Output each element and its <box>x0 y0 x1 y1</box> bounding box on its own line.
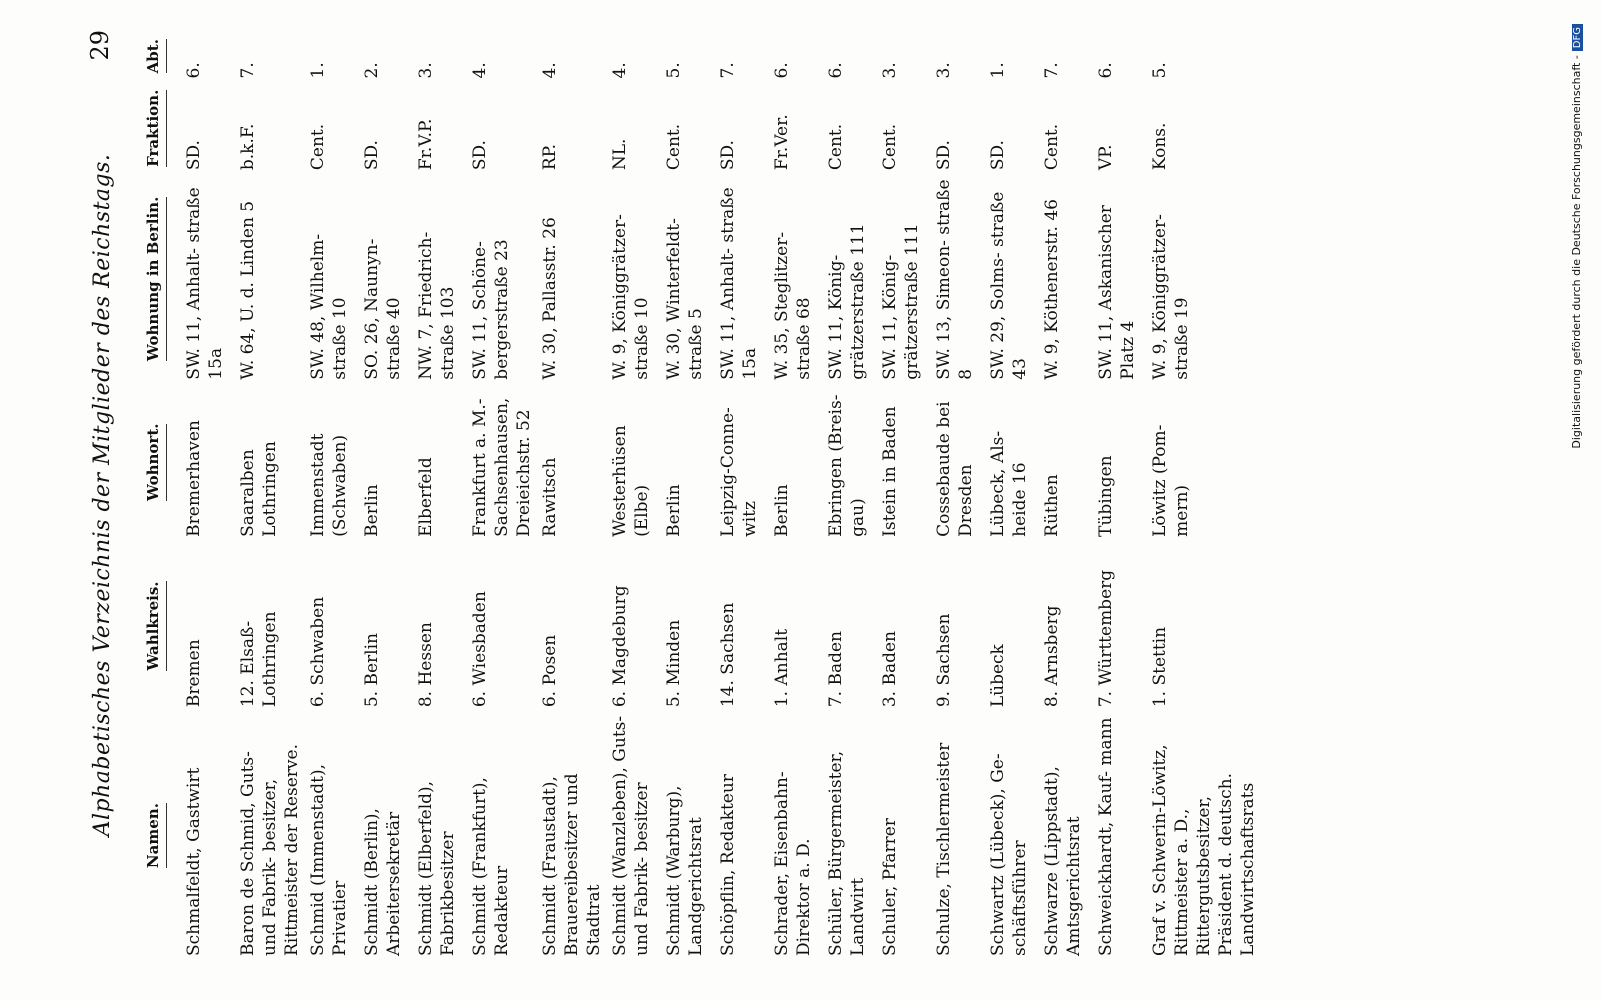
cell-abt: 6. <box>1096 62 1116 79</box>
page-number: 29 <box>86 30 114 61</box>
cell-wohnung: SW. 11, Askanischer Platz 4 <box>1096 205 1138 380</box>
cell-wohnort: Elberfeld <box>416 457 436 537</box>
cell-abt: 6. <box>184 62 204 79</box>
cell-wohnort: Lübeck, Als- heide 16 <box>988 430 1030 537</box>
cell-wahlkreis: Bremen <box>184 639 204 708</box>
cell-wohnung: W. 64, U. d. Linden 5 <box>238 200 258 380</box>
cell-wohnung: W. 9, Königgrätzer- straße 10 <box>610 214 652 380</box>
cell-wohnort: Frankfurt a. M.- Sachsenhausen, Dreieichstr. 52 <box>470 397 534 537</box>
cell-wohnort: Löwitz (Pom- mern) <box>1150 424 1192 537</box>
cell-wahlkreis: 9. Sachsen <box>934 613 954 708</box>
cell-name: Schüler, Bürgermeister, Landwirt <box>826 750 868 956</box>
table-header-row <box>138 30 181 960</box>
cell-wahlkreis: 3. Baden <box>880 630 900 708</box>
cell-name: Schuler, Pfarrer <box>880 818 900 956</box>
cell-wahlkreis: 6. Wiesbaden <box>470 591 490 708</box>
cell-abt: 7. <box>1042 62 1062 79</box>
cell-abt: 1. <box>308 62 328 79</box>
cell-name: Graf v. Schwerin-Löwitz, Rittmeister a. D., Rittergutsbesitzer, Präsident d. deutsch. Landwirtschaftsrats <box>1150 744 1258 956</box>
cell-wohnung: SO. 26, Naunyn- straße 40 <box>362 238 404 380</box>
table-row <box>823 30 877 960</box>
cell-wohnung: SW. 11, König- grätzerstraße 111 <box>826 223 868 380</box>
cell-fraktion: Fr.V.P. <box>416 118 436 171</box>
cell-wahlkreis: 7. Württemberg <box>1096 569 1116 708</box>
cell-wahlkreis: 7. Baden <box>826 630 846 708</box>
cell-abt: 1. <box>988 62 1008 79</box>
cell-abt: 6. <box>772 62 792 79</box>
cell-wohnort: Berlin <box>664 484 684 537</box>
dfg-side-note <box>1570 24 1592 974</box>
cell-wohnort: Tübingen <box>1096 455 1116 537</box>
cell-name: Schulze, Tischlermeister <box>934 742 954 956</box>
cell-wohnung: W. 9, Köthenerstr. 46 <box>1042 199 1062 380</box>
cell-fraktion: SD. <box>934 140 954 171</box>
table-row <box>181 30 235 960</box>
cell-name: Schwarze (Lippstadt), Amtsgerichtsrat <box>1042 766 1084 956</box>
cell-fraktion: VP. <box>1096 144 1116 171</box>
table-row <box>1147 30 1261 960</box>
cell-name: Schmidt (Fraustadt), Brauereibesitzer und Stadtrat <box>540 773 604 956</box>
cell-wohnung: W. 35, Steglitzer- straße 68 <box>772 231 814 380</box>
table-row <box>305 30 359 960</box>
cell-wohnort: Istein in Baden <box>880 406 900 537</box>
header-name: Namen. <box>138 711 181 960</box>
cell-abt: 6. <box>826 62 846 79</box>
table-row <box>607 30 661 960</box>
header-abt: Abt. <box>138 30 181 82</box>
cell-wohnung: SW. 11, Schöne- bergerstraße 23 <box>470 239 512 380</box>
cell-fraktion: Fr.Ver. <box>772 114 792 171</box>
table-row <box>1093 30 1147 960</box>
table-row <box>359 30 413 960</box>
header-wohnort: Wohnort. <box>138 384 181 541</box>
cell-name: Schmidt (Frankfurt), Redakteur <box>470 777 512 956</box>
cell-wahlkreis: 14. Sachsen <box>718 602 738 708</box>
cell-fraktion: NL. <box>610 138 630 171</box>
cell-name: Schmalfeldt, Gastwirt <box>184 767 204 956</box>
header-fraktion: Fraktion. <box>138 82 181 174</box>
cell-wohnung: SW. 13, Simeon- straße 8 <box>934 179 976 380</box>
cell-wahlkreis: 5. Berlin <box>362 633 382 708</box>
dfg-note-text: Digitalisierung gefördert durch die Deutsche Forschungsgemeinschaft - <box>1570 55 1583 449</box>
cell-wohnort: Rüthen <box>1042 474 1062 537</box>
cell-name: Baron de Schmid, Guts- und Fabrik- besitzer, Rittmeister der Reserve. <box>238 744 302 956</box>
cell-wohnung: W. 30, Pallasstr. 26 <box>540 217 560 380</box>
cell-name: Schwartz (Lübeck), Ge- schäftsführer <box>988 753 1030 956</box>
cell-wohnort: Ebringen (Breis- gau) <box>826 394 868 537</box>
header-wohnung: Wohnung in Berlin. <box>138 174 181 384</box>
cell-fraktion: SD. <box>988 140 1008 171</box>
cell-name: Schmidt (Berlin), Arbeitersekretär <box>362 808 404 956</box>
table-row <box>715 30 769 960</box>
table-row <box>985 30 1039 960</box>
cell-name: Schmidt (Elberfeld), Fabrikbesitzer <box>416 780 458 956</box>
cell-wohnort: Leipzig-Conne- witz <box>718 407 760 537</box>
cell-abt: 5. <box>664 62 684 79</box>
cell-wahlkreis: 1. Anhalt <box>772 628 792 708</box>
table-row <box>1039 30 1093 960</box>
dfg-logo: DFG <box>1572 24 1583 51</box>
cell-fraktion: RP. <box>540 143 560 171</box>
cell-abt: 3. <box>880 62 900 79</box>
members-table <box>138 30 1261 960</box>
cell-name: Schrader, Eisenbahn- Direktor a. D. <box>772 771 814 956</box>
cell-wohnort: Berlin <box>362 484 382 537</box>
cell-wohnung: SW. 11, Anhalt- straße 15a <box>718 187 760 380</box>
table-row <box>877 30 931 960</box>
cell-wohnung: SW. 29, Solms- straße 43 <box>988 191 1030 380</box>
page-title: Alphabetisches Verzeichnis der Mitglieder des Reichstags. <box>90 153 115 837</box>
table-row <box>769 30 823 960</box>
cell-wahlkreis: 6. Schwaben <box>308 596 328 708</box>
table-row <box>235 30 305 960</box>
cell-abt: 5. <box>1150 62 1170 79</box>
cell-wahlkreis: 6. Posen <box>540 634 560 708</box>
cell-wohnort: Rawitsch <box>540 457 560 537</box>
cell-fraktion: Cent. <box>880 123 900 171</box>
cell-fraktion: Cent. <box>308 123 328 171</box>
table-row <box>931 30 985 960</box>
cell-abt: 7. <box>238 62 258 79</box>
cell-wahlkreis: 12. Elsaß- Lothringen <box>238 611 280 708</box>
cell-wohnung: W. 9, Königgrätzer- straße 19 <box>1150 214 1192 380</box>
cell-abt: 4. <box>470 62 490 79</box>
cell-wahlkreis: 8. Arnsberg <box>1042 605 1062 708</box>
rotated-table-sheet <box>86 30 1510 960</box>
cell-wohnung: SW. 11, König- grätzerstraße 111 <box>880 223 922 380</box>
table-row <box>413 30 467 960</box>
cell-fraktion: SD. <box>470 140 490 171</box>
table-row <box>537 30 607 960</box>
cell-name: Schöpflin, Redakteur <box>718 774 738 956</box>
cell-wahlkreis: 5. Minden <box>664 619 684 708</box>
cell-abt: 2. <box>362 62 382 79</box>
cell-name: Schmidt (Warburg), Landgerichtsrat <box>664 785 706 956</box>
table-row <box>661 30 715 960</box>
cell-abt: 3. <box>934 62 954 79</box>
cell-wohnort: Saaralben Lothringen <box>238 441 280 537</box>
cell-name: Schweickhardt, Kauf- mann <box>1096 717 1116 956</box>
cell-fraktion: Cent. <box>664 123 684 171</box>
cell-fraktion: Cent. <box>1042 123 1062 171</box>
table-body <box>181 30 1261 960</box>
cell-fraktion: Cent. <box>826 123 846 171</box>
cell-wahlkreis: 8. Hessen <box>416 622 436 708</box>
cell-wahlkreis: 6. Magdeburg <box>610 585 630 708</box>
cell-fraktion: SD. <box>362 140 382 171</box>
cell-wohnung: NW. 7, Friedrich- straße 103 <box>416 231 458 380</box>
cell-abt: 4. <box>610 62 630 79</box>
cell-wohnort: Immenstadt (Schwaben) <box>308 433 350 537</box>
cell-name: Schmid (Immenstadt), Privatier <box>308 764 350 956</box>
cell-fraktion: SD. <box>718 140 738 171</box>
cell-wohnort: Bremerhaven <box>184 420 204 537</box>
cell-abt: 4. <box>540 62 560 79</box>
cell-abt: 7. <box>718 62 738 79</box>
header-wahlkreis: Wahlkreis. <box>138 541 181 711</box>
cell-wohnort: Cossebaude bei Dresden <box>934 401 976 537</box>
cell-name: Schmidt (Wanzleben), Guts- und Fabrik- besitzer <box>610 715 652 956</box>
cell-abt: 3. <box>416 62 436 79</box>
cell-wohnung: SW. 48, Wilhelm- straße 10 <box>308 233 350 380</box>
cell-wahlkreis: 1. Stettin <box>1150 626 1170 708</box>
cell-wahlkreis: Lübeck <box>988 644 1008 708</box>
cell-fraktion: SD. <box>184 140 204 171</box>
cell-fraktion: Kons. <box>1150 122 1170 171</box>
cell-wohnort: Berlin <box>772 484 792 537</box>
cell-wohnort: Westerhüsen (Elbe) <box>610 425 652 537</box>
cell-wohnung: SW. 11, Anhalt- straße 15a <box>184 187 226 380</box>
cell-wohnung: W. 30, Winterfeldt- straße 5 <box>664 218 706 380</box>
table-row <box>467 30 537 960</box>
cell-fraktion: b.k.F. <box>238 123 258 171</box>
